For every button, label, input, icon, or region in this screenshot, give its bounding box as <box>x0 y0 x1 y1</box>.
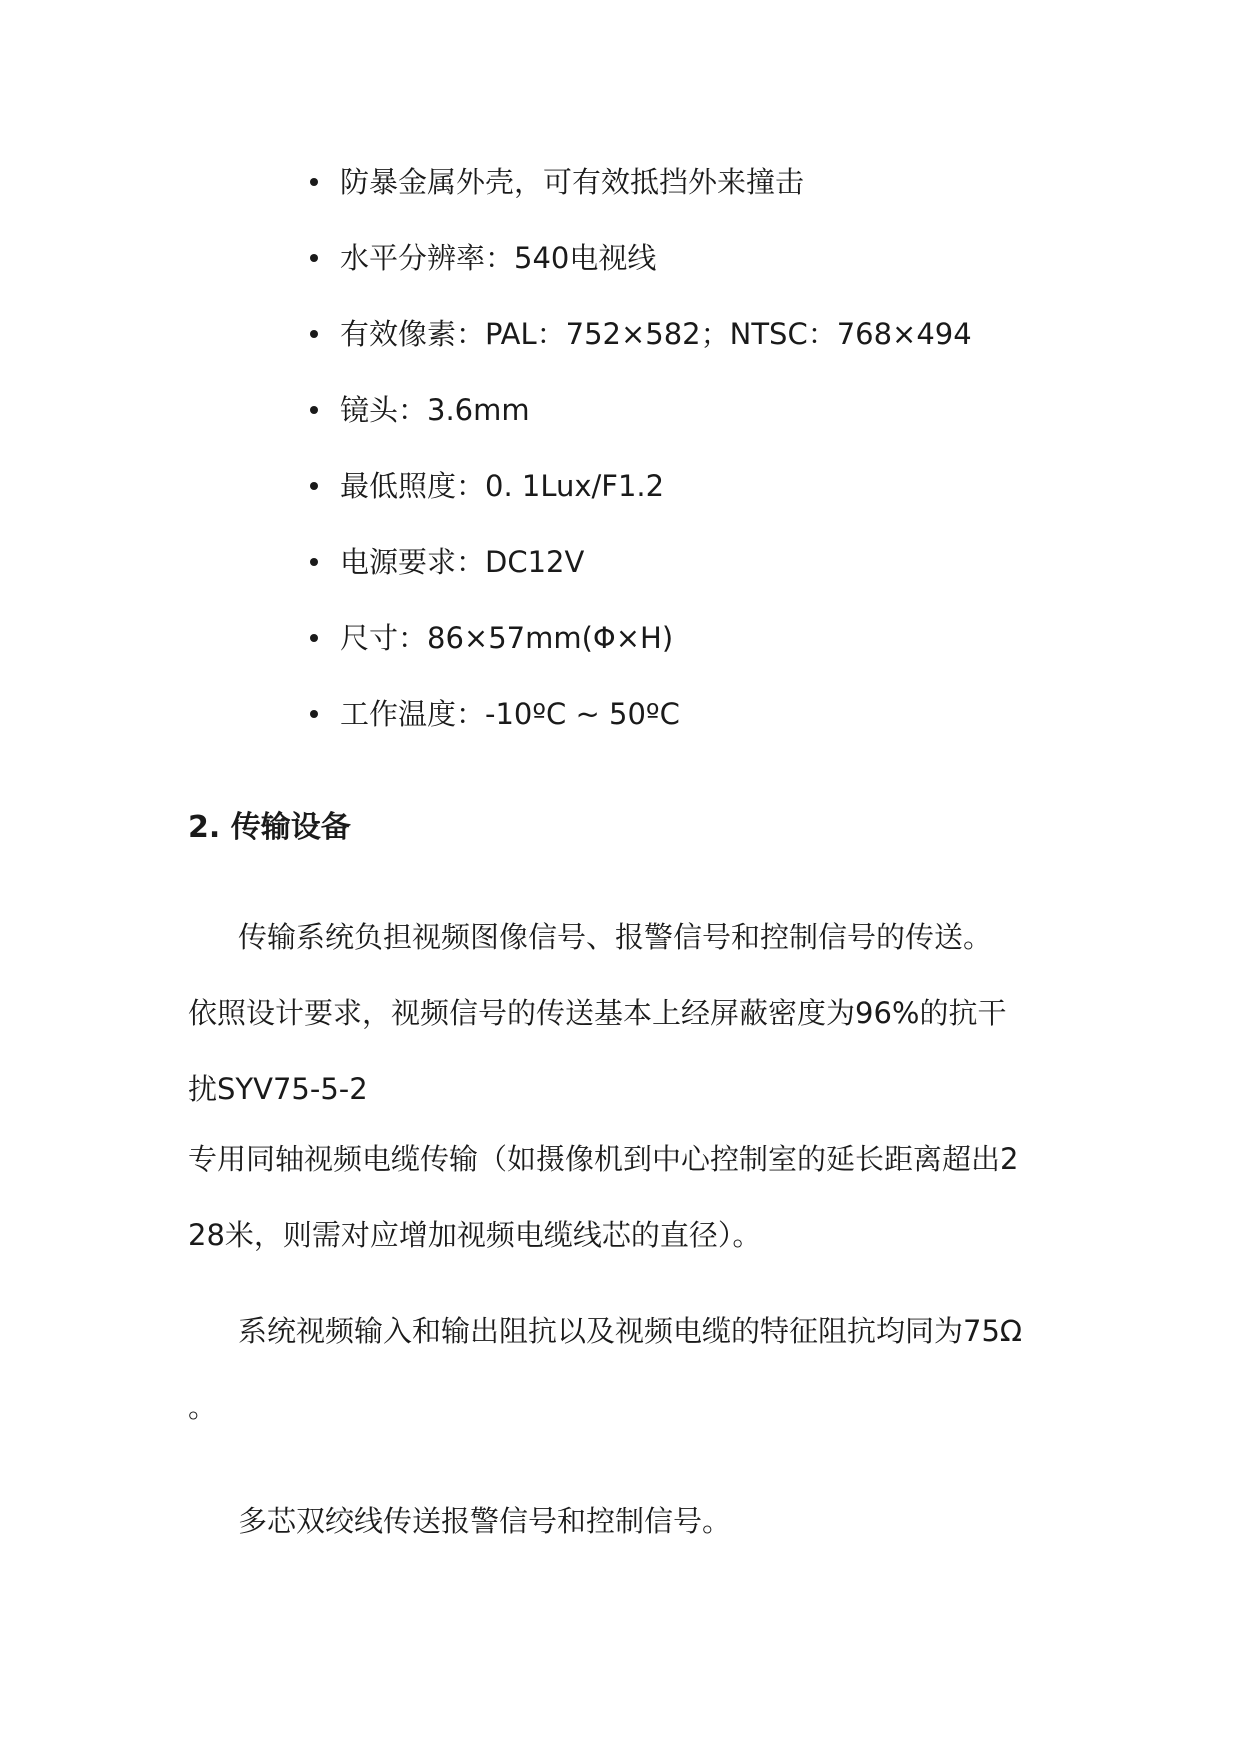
spec-text: 有效像素：PAL：752×582；NTSC：768×494 <box>340 317 972 351</box>
spec-item <box>310 236 1130 312</box>
bullet-icon <box>310 330 318 338</box>
spec-item <box>310 312 1130 388</box>
paragraph-line: 。 <box>188 1390 218 1424</box>
spec-item <box>310 388 1130 464</box>
spec-text: 最低照度：0. 1Lux/F1.2 <box>340 469 665 503</box>
spec-text: 镜头：3.6mm <box>340 393 530 427</box>
bullet-icon <box>310 482 318 490</box>
paragraph-transmission-system <box>188 899 1068 1273</box>
paragraph-line: 依照设计要求，视频信号的传送基本上经屏蔽密度为96%的抗干 <box>188 996 1007 1030</box>
spec-item <box>310 540 1130 616</box>
paragraph-line: 多芯双绞线传送报警信号和控制信号。 <box>238 1504 732 1538</box>
bullet-icon <box>310 178 318 186</box>
bullet-icon <box>310 406 318 414</box>
spec-text: 工作温度：-10ºC ~ 50ºC <box>340 697 680 731</box>
paragraph-twisted-pair <box>188 1483 1068 1559</box>
paragraph-line: 系统视频输入和输出阻抗以及视频电缆的特征阻抗均同为75Ω <box>238 1314 1023 1348</box>
spec-text: 尺寸：86×57mm(Φ×H) <box>340 621 674 655</box>
spec-text: 防暴金属外壳，可有效抵挡外来撞击 <box>340 165 805 199</box>
paragraph-line: 传输系统负担视频图像信号、报警信号和控制信号的传送。 <box>238 920 993 954</box>
paragraph-impedance <box>188 1293 1068 1445</box>
spec-item <box>310 160 1130 236</box>
spec-item <box>310 692 1130 768</box>
paragraph-line: 28米，则需对应增加视频电缆线芯的直径）。 <box>188 1218 762 1252</box>
spec-item <box>310 464 1130 540</box>
bullet-icon <box>310 254 318 262</box>
bullet-icon <box>310 634 318 642</box>
bullet-icon <box>310 558 318 566</box>
spec-item <box>310 616 1130 692</box>
paragraph-line: 专用同轴视频电缆传输（如摄像机到中心控制室的延长距离超出2 <box>188 1142 1019 1176</box>
paragraph-line: 扰SYV75-5-2 <box>188 1072 368 1106</box>
bullet-icon <box>310 710 318 718</box>
camera-spec-list <box>310 160 1130 768</box>
spec-text: 电源要求：DC12V <box>340 545 585 579</box>
section-heading: 2. 传输设备 <box>188 810 351 845</box>
spec-text: 水平分辨率：540电视线 <box>340 241 657 275</box>
